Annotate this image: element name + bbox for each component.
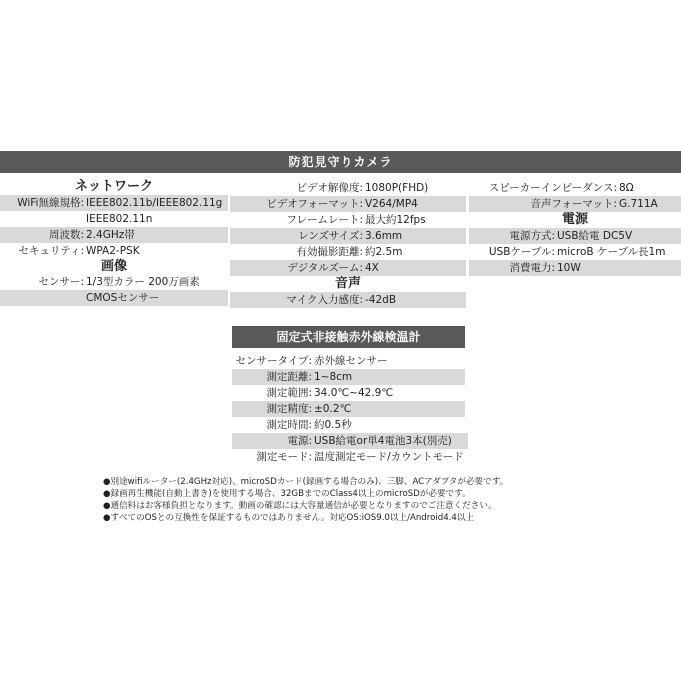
network-column: [0, 178, 228, 306]
power-method-row: [469, 228, 681, 244]
distance-value: 約2.5m: [365, 246, 403, 258]
therm-row: [232, 449, 468, 465]
power-column: [469, 180, 681, 276]
zoom-value: 4X: [365, 262, 379, 274]
note-line: ●すべてのOSとの互換性を保証するものではありません。対応OS:iOS9.0以上/Android4.4以上: [103, 513, 475, 523]
format-label: ビデオフォーマット:: [266, 198, 363, 210]
security-value: WPA2-PSK: [86, 245, 140, 257]
resolution-row: [230, 180, 466, 196]
zoom-label: デジタルズーム:: [287, 262, 363, 274]
therm-value: ±0.2℃: [314, 403, 352, 415]
note-line: ●録画再生機能(自動上書き)を使用する場合、32GBまでのClass4以上のmicroSDが必要です。: [103, 489, 471, 499]
sensor-row-2: [0, 290, 228, 306]
therm-value: 1~8cm: [314, 371, 353, 383]
cable-row: [469, 244, 681, 260]
wifi-value-2: IEEE802.11n: [86, 213, 153, 225]
distance-label: 有効撮影距離:: [296, 246, 363, 258]
consumption-row: [469, 260, 681, 276]
therm-row: [232, 369, 465, 385]
therm-row: [232, 417, 465, 433]
framerate-row: [230, 212, 466, 228]
note-line: ●別途wifiルーター(2.4GHz対応)、microSDカード(録画する場合のみ)、三脚、ACアダプタが必要です。: [103, 477, 509, 487]
wifi-label: WiFi無線規格:: [17, 197, 84, 209]
freq-value: 2.4GHz帯: [86, 229, 135, 241]
thermometer-title-banner: 固定式非接触赤外線検温計: [232, 326, 465, 348]
wifi-value-1: IEEE802.11b/IEEE802.11g: [86, 197, 223, 209]
speaker-row: [469, 180, 681, 196]
therm-label: 測定時間:: [266, 419, 312, 431]
therm-row: [232, 401, 465, 417]
format-row: [230, 196, 466, 212]
audio-format-value: G.711A: [619, 198, 658, 210]
cable-value: microB ケーブル長1m: [557, 246, 666, 258]
lens-value: 3.6mm: [365, 230, 403, 242]
therm-value: 温度測定モード/カウントモード: [314, 451, 464, 463]
framerate-value: 最大約12fps: [365, 214, 426, 226]
image-heading: 画像: [100, 259, 127, 274]
therm-value: 赤外線センサー: [314, 355, 388, 367]
thermometer-table: [232, 353, 468, 465]
therm-label: 測定モード:: [256, 451, 312, 463]
therm-label: 測定精度:: [266, 403, 312, 415]
speaker-label: スピーカーインピーダンス:: [488, 182, 617, 194]
sensor-value-2: CMOSセンサー: [86, 292, 160, 304]
therm-label: 電源:: [287, 435, 312, 447]
sensor-row: [0, 274, 228, 290]
therm-label: 測定距離:: [266, 371, 312, 383]
lens-label: レンズサイズ:: [298, 230, 363, 242]
lens-row: [230, 228, 466, 244]
therm-label: センサータイプ:: [235, 355, 312, 367]
wifi-row: [0, 195, 228, 211]
sensor-label: センサー:: [38, 276, 84, 288]
audio-heading: 音声: [334, 276, 361, 291]
freq-row: [0, 227, 228, 243]
therm-value: USB給電or単4電池3本(別売): [314, 435, 452, 447]
network-heading: ネットワーク: [74, 179, 153, 194]
wifi-row-2: [0, 211, 228, 227]
power-method-value: USB給電 DC5V: [557, 230, 633, 242]
notes: [103, 476, 508, 524]
resolution-label: ビデオ解像度:: [296, 182, 363, 194]
zoom-row: [230, 260, 466, 276]
audio-format-row: [469, 196, 681, 212]
note-line: ●通信料はお客様負担となります。動画の確認には大容量通信が必要となりますのでご注意ください。: [103, 501, 497, 511]
distance-row: [230, 244, 466, 260]
therm-row: [232, 433, 468, 449]
therm-label: 測定範囲:: [266, 387, 312, 399]
mic-value: -42dB: [365, 294, 397, 306]
consumption-value: 10W: [557, 262, 581, 274]
speaker-value: 8Ω: [619, 182, 634, 194]
audio-format-label: 音声フォーマット:: [530, 198, 617, 210]
main-title-banner: 防犯見守りカメラ: [0, 151, 681, 173]
therm-value: 34.0℃~42.9℃: [314, 387, 394, 399]
therm-row: [232, 353, 465, 369]
video-column: [230, 180, 466, 308]
freq-label: 周波数:: [48, 229, 84, 241]
security-row: [0, 243, 228, 259]
power-method-label: 電源方式:: [509, 230, 555, 242]
format-value: V264/MP4: [365, 198, 418, 210]
framerate-label: フレームレート:: [286, 214, 363, 226]
sensor-value-1: 1/3型カラー 200万画素: [86, 276, 200, 288]
security-label: セキュリティ:: [18, 245, 84, 257]
resolution-value: 1080P(FHD): [365, 182, 429, 194]
therm-row: [232, 385, 465, 401]
cable-label: USBケーブル:: [488, 246, 555, 258]
mic-row: [230, 292, 466, 308]
mic-label: マイク入力感度:: [286, 294, 363, 306]
power-heading: 電源: [561, 212, 588, 227]
consumption-label: 消費電力:: [509, 262, 555, 274]
therm-value: 約0.5秒: [314, 419, 352, 431]
